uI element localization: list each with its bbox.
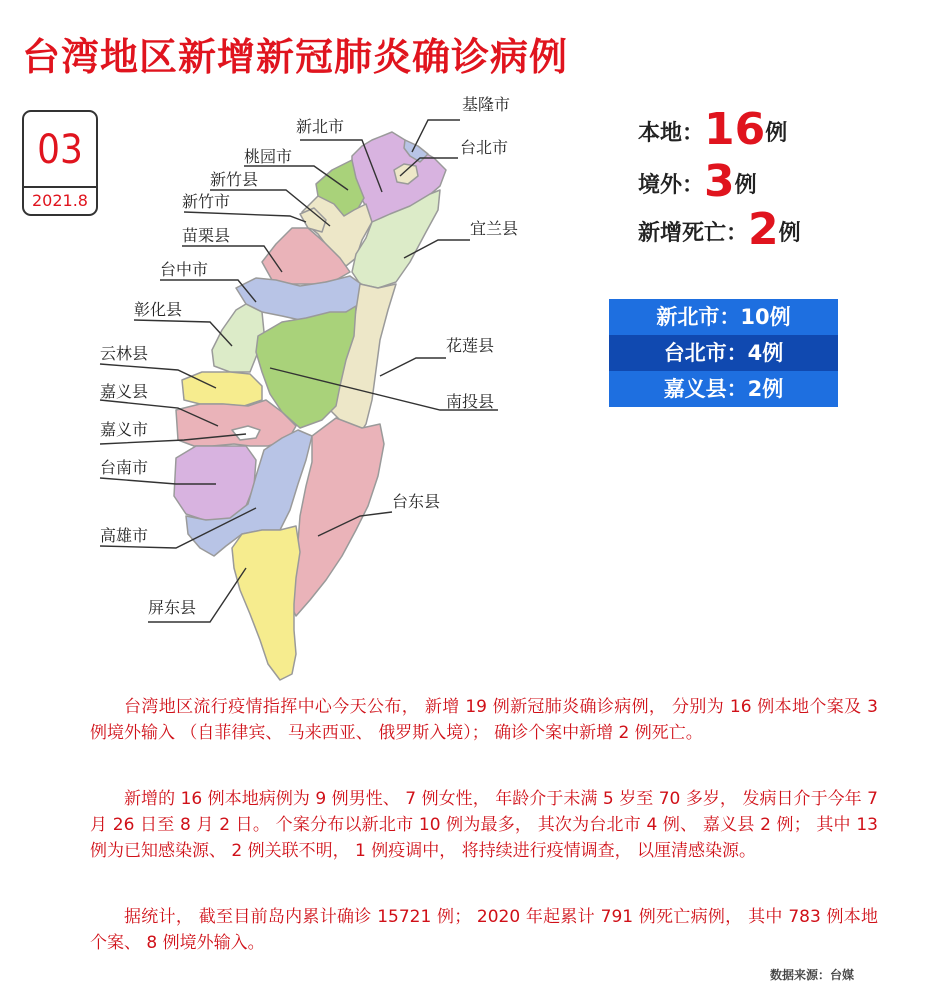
paragraph-1: 台湾地区流行疫情指挥中心今天公布， 新增 19 例新冠肺炎确诊病例， 分别为 16 例本地个案及 3 例境外输入 （自菲律宾、 马来西亚、 俄罗斯入境）； 确诊个案中新增 2 例死亡。 (90, 697, 878, 743)
stat-imported-unit: 例 (734, 173, 757, 198)
label-yunlin: 云林县 (100, 344, 149, 363)
label-taitung: 台东县 (392, 492, 441, 511)
stat-local-unit: 例 (765, 121, 788, 146)
label-nantou: 南投县 (446, 392, 495, 411)
region-box-taipei: 台北市：4例 (609, 335, 838, 371)
stat-deaths (638, 204, 801, 255)
stat-local-label: 本地： (638, 121, 705, 146)
stat-deaths-unit: 例 (778, 221, 801, 246)
label-taoyuan: 桃园市 (244, 147, 293, 166)
label-tainan: 台南市 (100, 458, 149, 477)
label-hsinchu-city: 新竹市 (182, 192, 231, 211)
region-changhua (212, 304, 264, 372)
region-box-new-taipei: 新北市：10例 (609, 299, 838, 335)
label-new-taipei: 新北市 (296, 117, 345, 136)
stat-imported (638, 156, 757, 207)
leader-hsinchu-city (184, 212, 306, 222)
label-hualien: 花莲县 (446, 336, 495, 355)
label-keelung: 基隆市 (462, 95, 511, 114)
region-box-chiayi-county: 嘉义县：2例 (609, 371, 838, 407)
leader-hualien (380, 358, 446, 376)
stat-deaths-label: 新增死亡： (638, 221, 749, 246)
stat-deaths-value: 2 (748, 204, 779, 255)
label-chiayi-city: 嘉义市 (100, 420, 149, 439)
label-yilan: 宜兰县 (470, 219, 519, 238)
stat-imported-label: 境外： (638, 173, 705, 198)
label-taipei: 台北市 (460, 138, 509, 157)
label-taichung: 台中市 (160, 260, 209, 279)
stat-local-value: 16 (704, 104, 766, 155)
date-year-month: 2021.8 (32, 191, 88, 210)
label-chiayi-county: 嘉义县 (100, 382, 149, 401)
stat-imported-value: 3 (704, 156, 735, 207)
data-source: 数据来源：台媒 (770, 968, 855, 982)
label-changhua: 彰化县 (134, 300, 183, 319)
paragraph-3: 据统计， 截至目前岛内累计确诊 15721 例； 2020 年起累计 791 例死亡病例， 其中 783 例本地个案、 8 例境外输入。 (90, 907, 878, 953)
page-title: 台湾地区新增新冠肺炎确诊病例 (22, 35, 569, 79)
label-kaohsiung: 高雄市 (100, 526, 149, 545)
stat-local (638, 104, 787, 155)
label-miaoli: 苗栗县 (182, 226, 231, 245)
label-hsinchu-county: 新竹县 (210, 170, 259, 189)
region-pingtung (232, 526, 300, 680)
date-day: 03 (37, 127, 83, 173)
paragraph-2: 新增的 16 例本地病例为 9 例男性、 7 例女性， 年龄介于未满 5 岁至 70 多岁， 发病日介于今年 7 月 26 日至 8 月 2 日。 个案分布以新北市 10 例为最多， 其次为台北市 4 例、 嘉义县 2 例； 其中 13 例为已知感染源、 2 例关联不明， 1 例疫调中， 将持续进行疫情调查， 以厘清感染源。 (90, 789, 878, 861)
label-pingtung: 屏东县 (148, 598, 197, 617)
